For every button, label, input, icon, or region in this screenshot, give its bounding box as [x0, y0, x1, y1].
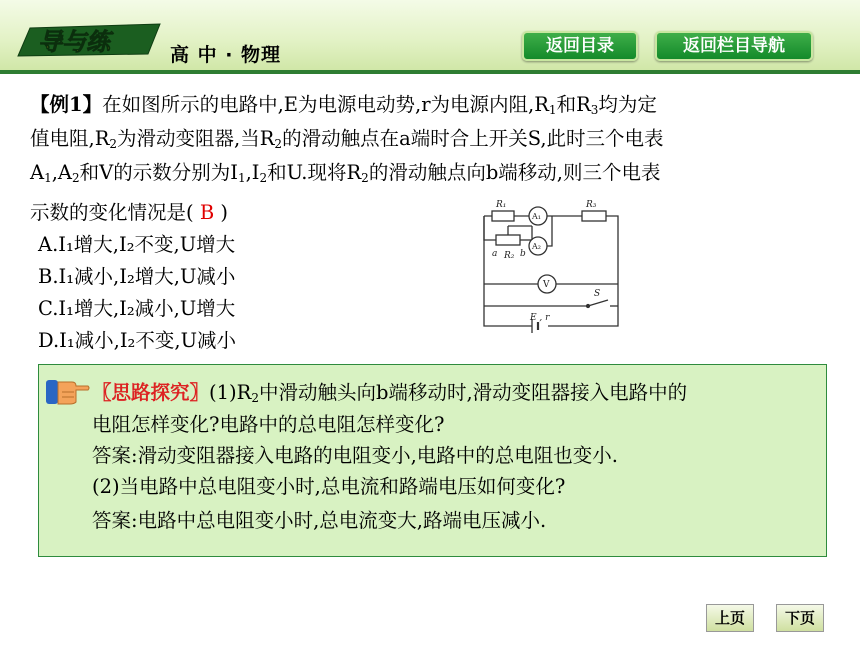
example-tag: 【例1】	[30, 93, 103, 116]
back-to-column-nav-button[interactable]: 返回栏目导航	[655, 31, 813, 61]
thinking-title: 〖思路探究〗	[92, 381, 210, 404]
label-a1: A₁	[532, 212, 541, 221]
answer-line-1: 答案:滑动变阻器接入电路的电阻变小,电路中的总电阻也变小.	[92, 444, 618, 467]
label-r3: R₃	[586, 200, 597, 210]
back-to-toc-button[interactable]: 返回目录	[522, 31, 638, 61]
option-b: B.I₁减小,I₂增大,U减小	[38, 265, 236, 288]
option-a: A.I₁增大,I₂不变,U增大	[38, 233, 236, 256]
label-r1: R₁	[496, 200, 507, 210]
answer-line-2: 答案:电路中总电阻变小时,总电流变大,路端电压减小.	[92, 509, 547, 532]
label-er: E , r	[530, 313, 550, 323]
logo-text: 导与练	[38, 28, 110, 56]
question-line-4: 示数的变化情况是( B )	[30, 201, 228, 224]
question-text-1: 在如图所示的电路中,E为电源电动势,r为电源内阻$,R_1$和$R_3$均为定	[102, 93, 657, 117]
label-v: V	[543, 280, 550, 290]
label-b: b	[520, 249, 526, 259]
thinking-line-1: 〖思路探究〗$(1)R_2$中滑动触头向b端移动时,滑动变阻器接入电路中的	[92, 381, 688, 405]
thinking-line-3: (2)当电路中总电阻变小时,总电流和路端电压如何变化?	[92, 475, 566, 498]
option-c: C.I₁增大,I₂减小,U增大	[38, 297, 236, 320]
question-line-1	[30, 90, 657, 125]
question-line-2: 值电阻$,R_2$为滑动变阻器,当$R_2$的滑动触点在a端时合上开关S,此时三个电表	[30, 127, 664, 151]
pointing-hand-icon	[44, 372, 90, 410]
thinking-line-2: 电阻怎样变化?电路中的总电阻怎样变化?	[92, 413, 445, 436]
header-divider	[0, 70, 860, 74]
next-page-button[interactable]: 下页	[776, 604, 824, 632]
label-a: a	[492, 249, 498, 259]
prev-page-button[interactable]: 上页	[706, 604, 754, 632]
subject-label: 高 中 · 物理	[170, 44, 282, 66]
label-a2: A₂	[532, 242, 541, 251]
option-d: D.I₁减小,I₂不变,U减小	[38, 329, 237, 352]
logo	[14, 20, 164, 64]
label-s: S	[594, 289, 601, 299]
question-line-3: $A_1,A_2$和V的示数分别为$I_1,I_2$和U.现将$R_2$的滑动触点向b端移动,则三个电表	[30, 161, 661, 185]
label-r2: R₂	[504, 251, 515, 261]
answer-value: B	[199, 201, 215, 224]
circuit-diagram	[476, 196, 626, 336]
